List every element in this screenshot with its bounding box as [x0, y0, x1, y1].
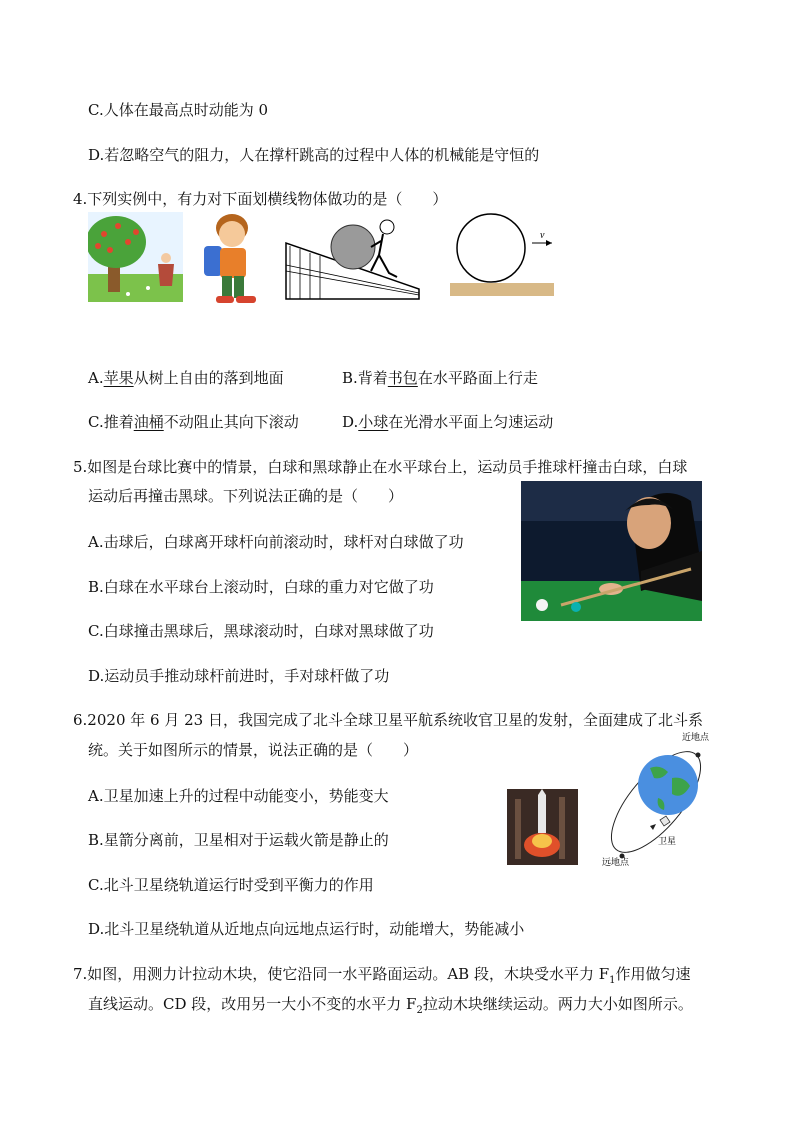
q6-option-c: C.北斗卫星绕轨道运行时受到平衡力的作用 [88, 876, 374, 894]
apple-tree-image [88, 212, 183, 302]
q6-option-d: D.北斗卫星绕轨道从近地点向远地点运行时，动能增大，势能减小 [88, 920, 525, 938]
earth-orbit-image [598, 728, 713, 868]
q5-option-a: A.击球后，白球离开球杆向前滚动时，球杆对白球做了功 [88, 533, 464, 551]
q6-stem-line2: 统。关于如图所示的情景，说法正确的是（ ） [88, 741, 419, 759]
child-backpack-image [196, 210, 268, 308]
q6-stem-line1: 6.2020 年 6 月 23 日，我国完成了北斗全球卫星平航系统收官卫星的发射，全面建成了北斗系 [73, 711, 703, 729]
q5-stem-line2: 运动后再撞击黑球。下列说法正确的是（ ） [88, 487, 404, 505]
q3-option-d: D.若忽略空气的阻力，人在撑杆跳高的过程中人体的机械能是守恒的 [88, 146, 540, 164]
q4-option-d: D.小球在光滑水平面上匀速运动 [342, 413, 554, 431]
q5-option-c: C.白球撞击黑球后，黑球滚动时，白球对黑球做了功 [88, 622, 434, 640]
q6-option-a: A.卫星加速上升的过程中动能变小，势能变大 [88, 787, 389, 805]
q4-stem: 4.下列实例中，有力对下面划横线物体做功的是（ ） [73, 190, 448, 208]
q7-stem-line2: 直线运动。CD 段，改用另一大小不变的水平力 $F_2$拉动木块继续运动。两力大小如图所示。 [88, 995, 693, 1016]
ball-velocity-image [448, 212, 556, 298]
apogee-label: 远地点 [602, 857, 630, 867]
q4-option-b: B.背着书包在水平路面上行走 [342, 369, 538, 387]
snooker-player-image [521, 481, 702, 621]
q5-stem-line1: 5.如图是台球比赛中的情景，白球和黑球静止在水平球台上，运动员手推球杆撞击白球，白球 [73, 458, 688, 476]
barrel-slope-image [285, 213, 421, 303]
velocity-label: v [540, 230, 545, 241]
q4-option-c: C.推着油桶不动阻止其向下滚动 [88, 413, 299, 431]
q7-stem-line1: 7.如图，用测力计拉动木块，使它沿同一水平路面运动。AB 段，木块受水平力 $F_1$作用做匀速 [73, 965, 691, 986]
satellite-label: 卫星 [658, 836, 677, 846]
rocket-launch-image [507, 789, 578, 865]
perigee-label: 近地点 [682, 732, 710, 742]
q3-option-c: C.人体在最高点时动能为 0 [88, 101, 269, 119]
q5-option-b: B.白球在水平球台上滚动时，白球的重力对它做了功 [88, 578, 434, 596]
q6-option-b: B.星箭分离前，卫星相对于运载火箭是静止的 [88, 831, 389, 849]
q5-option-d: D.运动员手推动球杆前进时，手对球杆做了功 [88, 667, 390, 685]
q4-option-a: A.苹果从树上自由的落到地面 [88, 369, 284, 387]
